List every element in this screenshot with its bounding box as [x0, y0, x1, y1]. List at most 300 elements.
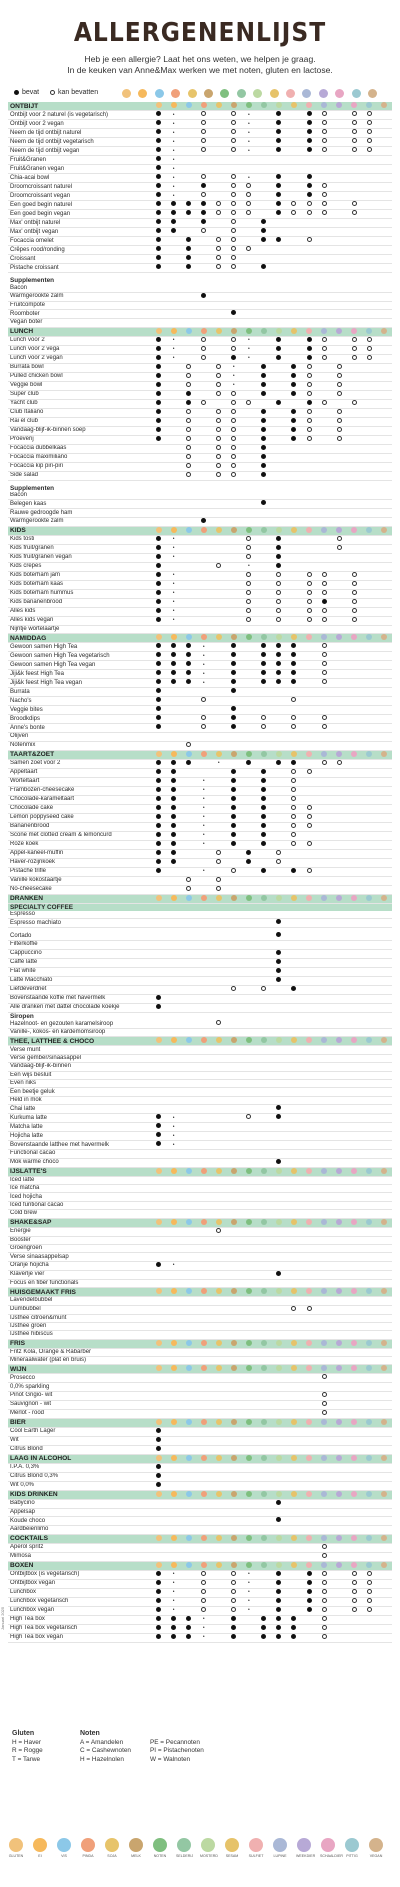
- allergen-icon: [276, 1455, 282, 1461]
- contains-dot-icon: [156, 183, 161, 188]
- allergen-cell: [377, 741, 392, 750]
- section-icon-cell: [181, 1534, 196, 1543]
- allergen-cell: [332, 768, 347, 777]
- empty-cell: [211, 277, 226, 284]
- allergen-cell: [362, 129, 377, 138]
- allergen-cell: [302, 1597, 317, 1606]
- may-contain-dot-icon: [367, 1580, 372, 1585]
- allergen-cell: [332, 255, 347, 264]
- allergen-cell: [377, 1105, 392, 1114]
- allergen-cell: [271, 246, 286, 255]
- row-label: Alles kids vegan: [8, 616, 151, 625]
- menu-item-row: [8, 210, 392, 219]
- allergen-cell: [241, 363, 256, 372]
- allergen-icon: [261, 1219, 267, 1225]
- allergen-cell: [181, 813, 196, 822]
- allergen-cell: [286, 867, 301, 876]
- contains-dot-icon: [276, 563, 281, 568]
- section-icon-cell: [181, 1218, 196, 1227]
- allergen-cell: [347, 156, 362, 165]
- allergen-cell: [271, 336, 286, 345]
- allergen-cell: [151, 858, 166, 867]
- allergen-cell: [256, 795, 271, 804]
- allergen-icon: [171, 1365, 177, 1371]
- may-contain-dot-icon: [352, 129, 357, 134]
- allergen-cell: [347, 1105, 362, 1114]
- section-icon-cell: [211, 1490, 226, 1499]
- allergen-cell: [317, 255, 332, 264]
- allergen-cell: [181, 724, 196, 733]
- allergen-cell: [286, 219, 301, 228]
- allergen-cell: [226, 426, 241, 435]
- section-icon-cell: [302, 1534, 317, 1543]
- contains-dot-icon: [291, 661, 296, 666]
- may-contain-dot-icon: [246, 572, 251, 577]
- allergen-cell: [241, 1445, 256, 1454]
- allergen-cell: •: [196, 804, 211, 813]
- contains-dot-icon: [307, 174, 312, 179]
- may-contain-dot-icon: [307, 590, 312, 595]
- allergen-cell: [271, 426, 286, 435]
- allergen-cell: [362, 849, 377, 858]
- allergen-cell: [377, 967, 392, 976]
- contains-dot-icon: [156, 823, 161, 828]
- allergen-cell: [196, 192, 211, 201]
- contains-dot-icon: [171, 760, 176, 765]
- allergen-cell: [286, 813, 301, 822]
- contains-dot-icon: [307, 129, 312, 134]
- allergen-cell: [211, 1391, 226, 1400]
- allergen-cell: [196, 165, 211, 174]
- allergen-cell: [302, 462, 317, 471]
- row-label: Neem de tijd ontbijt naturel: [8, 129, 151, 138]
- allergen-cell: [347, 616, 362, 625]
- allergen-cell: [332, 310, 347, 319]
- allergen-icon: [231, 1491, 237, 1497]
- allergen-cell: [347, 444, 362, 453]
- section-icon-cell: [377, 102, 392, 111]
- allergen-cell: [332, 345, 347, 354]
- row-label: Max' ontbijt vegan: [8, 228, 151, 237]
- contains-dot-icon: [276, 192, 281, 197]
- contains-dot-icon: [276, 1271, 281, 1276]
- allergen-cell: [181, 129, 196, 138]
- menu-item-row: [8, 849, 392, 858]
- allergen-cell: [377, 381, 392, 390]
- section-icon-cell: [377, 327, 392, 336]
- allergen-cell: [317, 1193, 332, 1201]
- allergen-cell: [377, 1270, 392, 1279]
- contains-dot-icon: [156, 697, 161, 702]
- allergen-legend-item: [176, 1838, 192, 1858]
- allergen-cell: [151, 471, 166, 480]
- allergen-cell: [226, 858, 241, 867]
- allergen-cell: [286, 858, 301, 867]
- allergen-cell: [166, 408, 181, 417]
- allergen-cell: [347, 607, 362, 616]
- allergen-cell: •: [241, 138, 256, 147]
- allergen-icon: [291, 1365, 297, 1371]
- allergen-icon: [321, 527, 327, 533]
- allergen-cell: [271, 697, 286, 706]
- allergen-cell: [332, 958, 347, 967]
- allergen-cell: [256, 500, 271, 509]
- allergen-cell: [377, 500, 392, 509]
- section-icon-cell: [286, 102, 301, 111]
- allergen-cell: [226, 733, 241, 741]
- allergen-cell: [181, 255, 196, 264]
- contains-dot-icon: [261, 670, 266, 675]
- allergen-cell: [256, 985, 271, 994]
- allergen-cell: [347, 1472, 362, 1481]
- allergen-cell: [377, 1463, 392, 1472]
- allergen-cell: [196, 1436, 211, 1445]
- row-label: Supplementen: [10, 277, 55, 285]
- may-contain-dot-icon: [307, 599, 312, 604]
- allergen-cell: [302, 1210, 317, 1218]
- may-contain-dot-icon: [231, 255, 236, 260]
- allergen-cell: [347, 985, 362, 994]
- section-icon-cell: [317, 1218, 332, 1227]
- contains-dot-icon: [276, 237, 281, 242]
- allergen-icon: [57, 1838, 71, 1852]
- allergen-cell: [196, 958, 211, 967]
- allergen-cell: [196, 1105, 211, 1114]
- allergen-cell: [271, 867, 286, 876]
- menu-item-row: [8, 1400, 392, 1409]
- allergen-cell: [347, 1322, 362, 1330]
- allergen-cell: [151, 1184, 166, 1192]
- allergen-cell: [347, 1409, 362, 1418]
- allergen-cell: [302, 444, 317, 453]
- section-icon-cell: [286, 634, 301, 643]
- allergen-cell: [286, 1158, 301, 1167]
- allergen-cell: [362, 733, 377, 741]
- empty-cell: [377, 1012, 392, 1020]
- allergen-cell: [317, 417, 332, 426]
- allergen-cell: [256, 1046, 271, 1054]
- allergen-cell: [377, 1227, 392, 1236]
- may-contain-dot-icon: [367, 1607, 372, 1612]
- allergen-cell: [362, 1063, 377, 1071]
- may-contain-dot-icon: [186, 364, 191, 369]
- allergen-cell: [181, 192, 196, 201]
- empty-cell: [317, 903, 332, 911]
- section-icon-cell: [271, 102, 286, 111]
- allergen-cell: [226, 1123, 241, 1132]
- allergen-cell: [226, 1003, 241, 1012]
- allergen-cell: [211, 849, 226, 858]
- allergen-cell: [271, 399, 286, 408]
- allergen-cell: [317, 849, 332, 858]
- allergen-cell: [377, 1615, 392, 1624]
- allergen-cell: [271, 408, 286, 417]
- allergen-cell: [226, 885, 241, 894]
- allergen-cell: [362, 553, 377, 562]
- allergen-cell: [196, 336, 211, 345]
- menu-item-row: [8, 1348, 392, 1356]
- allergen-cell: [241, 795, 256, 804]
- allergen-cell: [151, 688, 166, 697]
- allergen-icon: [291, 102, 297, 108]
- allergen-cell: [271, 1193, 286, 1201]
- allergen-icon: [246, 527, 252, 533]
- allergen-cell: [362, 210, 377, 219]
- allergen-icon: [336, 895, 342, 901]
- allergen-cell: [332, 1158, 347, 1167]
- allergen-cell: [286, 246, 301, 255]
- allergen-cell: [271, 500, 286, 509]
- allergen-icon: [291, 1168, 297, 1174]
- allergen-cell: [166, 509, 181, 517]
- allergen-cell: [196, 1391, 211, 1400]
- row-label: Een beetje geluk: [8, 1088, 151, 1096]
- allergen-cell: [377, 1383, 392, 1391]
- allergen-cell: [347, 1080, 362, 1088]
- contains-dot-icon: [156, 373, 161, 378]
- allergen-cell: [241, 777, 256, 786]
- allergen-cell: [196, 1597, 211, 1606]
- may-contain-dot-icon: [216, 850, 221, 855]
- allergen-cell: [317, 553, 332, 562]
- row-label: Fruit&Granen vegan: [8, 165, 151, 174]
- allergen-cell: [347, 301, 362, 309]
- section-icon-cell: [362, 1490, 377, 1499]
- allergen-cell: [286, 949, 301, 958]
- allergen-icon: [366, 1219, 372, 1225]
- allergen-cell: [151, 201, 166, 210]
- allergen-icon: [351, 1219, 357, 1225]
- allergen-cell: [317, 1579, 332, 1588]
- allergen-cell: [302, 408, 317, 417]
- row-label: Caffè latte: [8, 958, 151, 967]
- contains-dot-icon: [307, 337, 312, 342]
- contains-dot-icon: [156, 1634, 161, 1639]
- contains-dot-icon: [201, 219, 206, 224]
- row-label: Cool Earth Lager: [8, 1427, 151, 1436]
- allergen-cell: [196, 408, 211, 417]
- allergen-cell: [377, 733, 392, 741]
- allergen-cell: [317, 867, 332, 876]
- allergen-icon: [351, 1037, 357, 1043]
- allergen-cell: [181, 1158, 196, 1167]
- allergen-cell: [286, 417, 301, 426]
- allergen-icon: [156, 1535, 162, 1541]
- menu-item-row: [8, 867, 392, 876]
- menu-item-row: [8, 310, 392, 319]
- may-contain-dot-icon: [186, 472, 191, 477]
- allergen-cell: [332, 219, 347, 228]
- allergen-cell: [317, 535, 332, 544]
- allergen-cell: [302, 679, 317, 688]
- may-contain-dot-icon: [307, 823, 312, 828]
- allergen-cell: [241, 1227, 256, 1236]
- allergen-cell: [317, 786, 332, 795]
- allergen-icon: [291, 1219, 297, 1225]
- allergen-icon: [216, 895, 222, 901]
- contains-dot-icon: [246, 760, 251, 765]
- allergen-cell: [302, 1063, 317, 1071]
- empty-cell: [196, 485, 211, 492]
- allergen-cell: [271, 219, 286, 228]
- allergen-icon: [231, 102, 237, 108]
- section-icon-cell: [256, 1534, 271, 1543]
- allergen-cell: [286, 661, 301, 670]
- allergen-cell: [302, 607, 317, 616]
- row-label: TAART&ZOET: [8, 750, 151, 759]
- menu-item-row: [8, 444, 392, 453]
- allergen-cell: [226, 706, 241, 715]
- may-contain-dot-icon: [216, 391, 221, 396]
- allergen-cell: [166, 1400, 181, 1409]
- may-contain-dot-icon: [231, 1580, 236, 1585]
- section-icon-cell: [256, 634, 271, 643]
- allergen-cell: [211, 1499, 226, 1508]
- allergen-cell: [332, 733, 347, 741]
- allergen-cell: [166, 822, 181, 831]
- allergen-cell: [317, 1472, 332, 1481]
- allergen-cell: [151, 1570, 166, 1579]
- allergen-cell: [302, 147, 317, 156]
- allergen-icon: [216, 751, 222, 757]
- allergen-cell: [196, 715, 211, 724]
- allergen-cell: [181, 381, 196, 390]
- allergen-cell: [362, 399, 377, 408]
- may-contain-dot-icon: [322, 201, 327, 206]
- allergen-cell: [332, 777, 347, 786]
- allergen-icon: [156, 527, 162, 533]
- section-icon-cell: [181, 1167, 196, 1176]
- allergen-cell: [151, 1080, 166, 1088]
- intro-line-1: Heb je een allergie? Laat het ons weten, we helpen je graag.: [84, 54, 316, 64]
- allergen-cell: [196, 885, 211, 894]
- allergen-cell: [211, 1114, 226, 1123]
- contains-dot-icon: [276, 346, 281, 351]
- allergen-cell: [302, 1236, 317, 1244]
- allergen-cell: [286, 1046, 301, 1054]
- allergen-cell: [317, 246, 332, 255]
- subsection-header: [8, 277, 392, 284]
- contains-dot-icon: [231, 679, 236, 684]
- allergen-cell: [226, 1210, 241, 1218]
- allergen-cell: [151, 292, 166, 301]
- empty-cell: [196, 277, 211, 284]
- allergen-cell: [256, 1279, 271, 1287]
- allergen-icon: [381, 751, 387, 757]
- allergen-cell: [362, 1020, 377, 1029]
- allergen-cell: [241, 911, 256, 919]
- allergen-icon: [321, 1491, 327, 1497]
- allergen-cell: [286, 1357, 301, 1365]
- allergen-cell: [317, 372, 332, 381]
- allergen-cell: [317, 1543, 332, 1552]
- allergen-cell: [256, 1383, 271, 1391]
- allergen-cell: [362, 831, 377, 840]
- allergen-cell: [226, 517, 241, 526]
- allergen-cell: [256, 1526, 271, 1534]
- contains-dot-icon: [171, 1625, 176, 1630]
- may-contain-dot-icon: [246, 201, 251, 206]
- row-label: Wit 0,0%: [8, 1481, 151, 1490]
- row-label: Burrata bowl: [8, 363, 151, 372]
- menu-item-row: [8, 949, 392, 958]
- allergen-cell: [332, 1579, 347, 1588]
- allergen-cell: [166, 967, 181, 976]
- section-icon-cell: [166, 1365, 181, 1374]
- allergen-cell: [181, 363, 196, 372]
- may-contain-dot-icon: [216, 563, 221, 568]
- allergen-cell: [302, 876, 317, 885]
- allergen-cell: [181, 210, 196, 219]
- allergen-cell: •: [166, 1123, 181, 1132]
- allergen-cell: [377, 679, 392, 688]
- allergen-cell: [226, 976, 241, 985]
- allergen-cell: [317, 1463, 332, 1472]
- allergen-cell: [377, 1279, 392, 1287]
- allergen-cell: [271, 1331, 286, 1339]
- allergen-cell: [377, 319, 392, 327]
- allergen-cell: [286, 643, 301, 652]
- may-contain-dot-icon: [307, 237, 312, 242]
- allergen-cell: [151, 661, 166, 670]
- allergen-cell: [181, 147, 196, 156]
- empty-cell: [362, 1012, 377, 1020]
- allergen-cell: [181, 1517, 196, 1526]
- allergen-icon: [351, 328, 357, 334]
- allergen-cell: [226, 219, 241, 228]
- section-icon-cell: [377, 1454, 392, 1463]
- allergen-cell: [181, 706, 196, 715]
- allergen-cell: [286, 697, 301, 706]
- allergen-cell: [256, 949, 271, 958]
- allergen-cell: [347, 336, 362, 345]
- row-label: Pulled chicken bowl: [8, 372, 151, 381]
- allergen-icon: [366, 102, 372, 108]
- allergen-icon: [261, 328, 267, 334]
- allergen-icon: [201, 1365, 207, 1371]
- allergen-cell: [256, 408, 271, 417]
- allergen-cell: [347, 643, 362, 652]
- allergen-cell: [362, 426, 377, 435]
- allergen-cell: [151, 354, 166, 363]
- may-contain-dot-icon: [352, 590, 357, 595]
- allergen-icon: [336, 1419, 342, 1425]
- may-contain-dot-icon: [322, 1625, 327, 1630]
- allergen-cell: [302, 598, 317, 607]
- row-label: Een goed begin naturel: [8, 201, 151, 210]
- section-icon-cell: [347, 1534, 362, 1543]
- allergen-cell: [347, 1445, 362, 1454]
- allergen-cell: [317, 219, 332, 228]
- allergen-cell: [241, 715, 256, 724]
- menu-item-row: [8, 932, 392, 941]
- may-contain-dot-icon: [201, 346, 206, 351]
- allergen-cell: [317, 444, 332, 453]
- allergen-cell: [256, 553, 271, 562]
- allergen-cell: [196, 1003, 211, 1012]
- allergen-cell: [286, 1331, 301, 1339]
- section-icon-cell: [196, 1288, 211, 1297]
- allergen-icon: [306, 1219, 312, 1225]
- allergen-cell: [151, 580, 166, 589]
- allergen-cell: [286, 1114, 301, 1123]
- allergen-cell: [211, 1123, 226, 1132]
- allergen-cell: [241, 1141, 256, 1150]
- allergen-cell: [302, 264, 317, 273]
- may-contain-dot-icon: [201, 1580, 206, 1585]
- allergen-cell: [166, 932, 181, 941]
- allergen-cell: [377, 941, 392, 949]
